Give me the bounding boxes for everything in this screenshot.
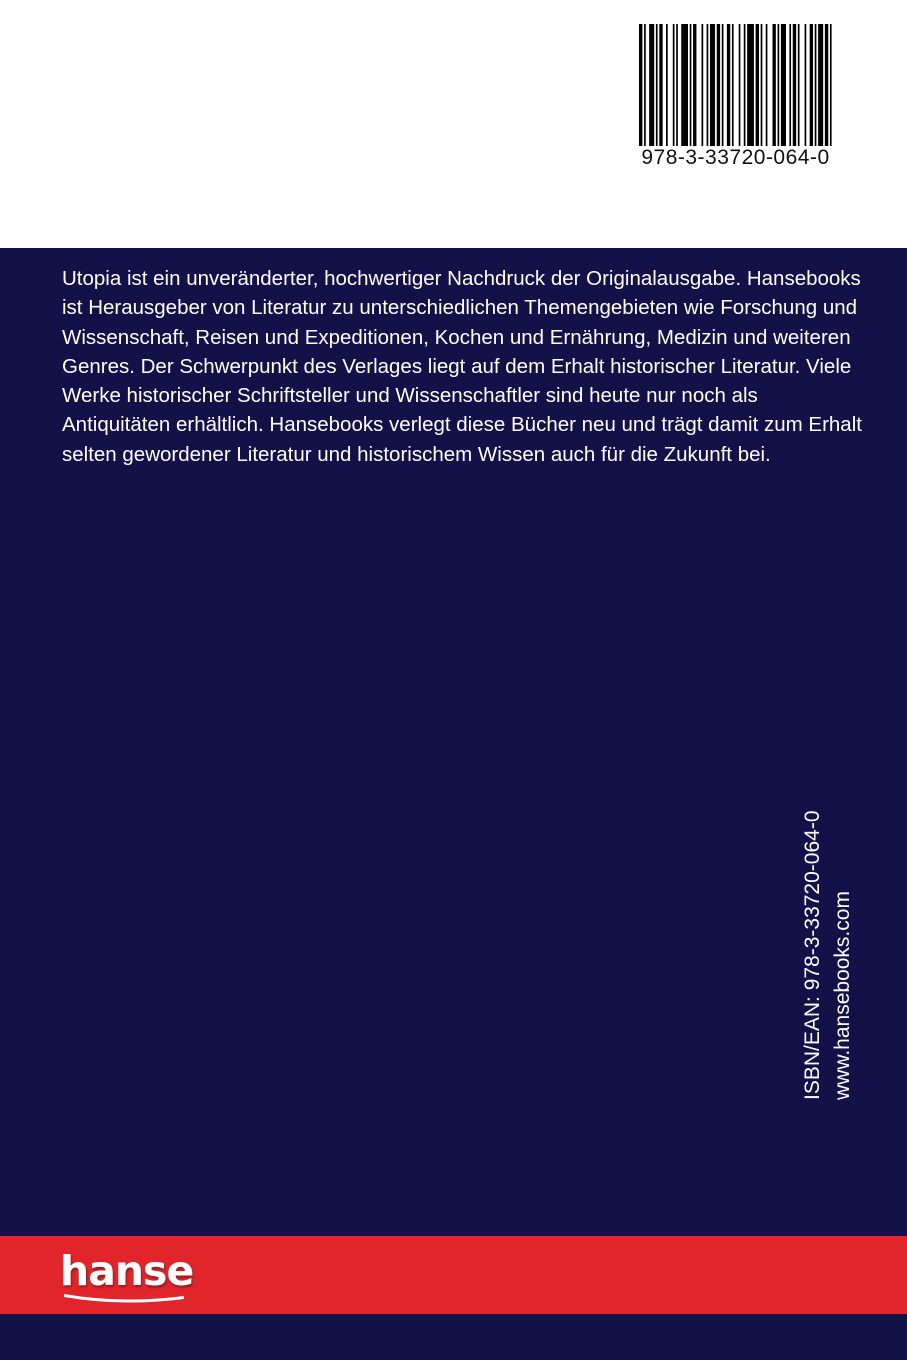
barcode — [633, 24, 838, 174]
barcode-number: 978-3-33720-064-0 — [641, 146, 830, 169]
barcode-bars — [639, 24, 835, 146]
hanse-logo — [60, 1246, 193, 1306]
isbn-label: ISBN/EAN: 978-3-33720-064-0 — [801, 810, 824, 1100]
logo-wordmark: hanse — [60, 1247, 194, 1295]
website-link[interactable]: www.hansebooks.com — [831, 891, 854, 1100]
spine-info — [798, 780, 858, 1100]
blurb-text: Utopia ist ein unveränderter, hochwertiger Nachdruck der Originalausgabe. Hansebooks ist Herausgeber von Literatur zu unterschiedlichen Themengebieten wie Forschung und Wissenschaft, Reisen und Expeditionen, Kochen und Ernährung, Medizin und weiteren Genres. Der Schwerpunkt des Verlages liegt auf dem Erhalt historischer Literatur. Viele Werke historischer Schriftsteller und Wissenschaftler sind heute nur noch als Antiquitäten erhältlich. Hansebooks verlegt diese Bücher neu und trägt damit zum Erhalt selten gewordener Literatur und historischem Wissen auch für die Zukunft bei. — [62, 267, 862, 466]
logo-swoosh-icon — [62, 1290, 186, 1304]
